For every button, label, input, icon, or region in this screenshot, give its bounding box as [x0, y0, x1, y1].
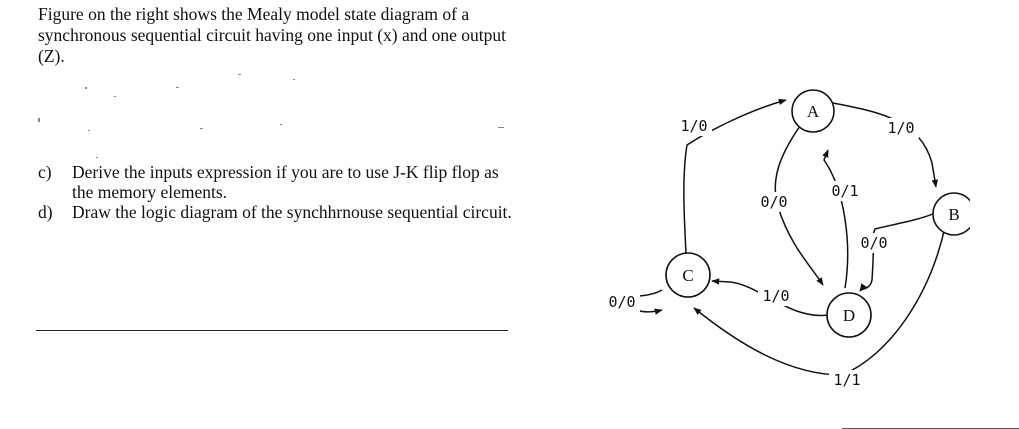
- intro-paragraph: Figure on the right shows the Mealy model state diagram of a synchronous sequential circuit having one input (x) and one output (Z).: [38, 4, 507, 66]
- question-text: Derive the inputs expression if you are to use J-K flip flop as the memory elements.: [72, 162, 499, 202]
- divider-line: [36, 330, 508, 331]
- state-a: [792, 90, 834, 132]
- state-b: [933, 193, 970, 235]
- question-marker: c): [38, 162, 52, 182]
- svg-text:1/0: 1/0: [762, 287, 790, 305]
- svg-text:1/1: 1/1: [833, 371, 861, 389]
- question-list: [38, 162, 518, 222]
- svg-text:C: C: [682, 266, 694, 285]
- transition-b-to-c: [694, 227, 945, 375]
- transition-label: [758, 286, 794, 306]
- transition-label: [883, 118, 919, 138]
- transition-label: [756, 192, 792, 212]
- state-d: [827, 293, 871, 337]
- question-text: Draw the logic diagram of the synchhrnouse sequential circuit.: [72, 202, 512, 222]
- transition-label: [604, 292, 640, 312]
- svg-text:1/0: 1/0: [680, 117, 708, 135]
- state-diagram: [590, 85, 970, 395]
- transition-d-to-a: [824, 150, 848, 288]
- transition-label: [856, 233, 892, 253]
- transition-label: [676, 116, 712, 136]
- transition-label: [829, 370, 865, 390]
- svg-text:0/0: 0/0: [760, 193, 788, 211]
- svg-text:0/0: 0/0: [860, 234, 888, 252]
- transition-label: [827, 181, 863, 201]
- svg-text:A: A: [806, 102, 820, 121]
- question-d: [38, 202, 518, 222]
- svg-text:0/1: 0/1: [831, 182, 859, 200]
- transition-a-to-b: [833, 103, 936, 187]
- svg-text:D: D: [842, 306, 856, 325]
- svg-text:B: B: [948, 205, 960, 224]
- svg-text:0/0: 0/0: [608, 293, 636, 311]
- svg-text:1/0: 1/0: [887, 119, 915, 137]
- question-c: [38, 162, 518, 202]
- question-marker: d): [38, 202, 53, 222]
- state-c: [666, 253, 710, 297]
